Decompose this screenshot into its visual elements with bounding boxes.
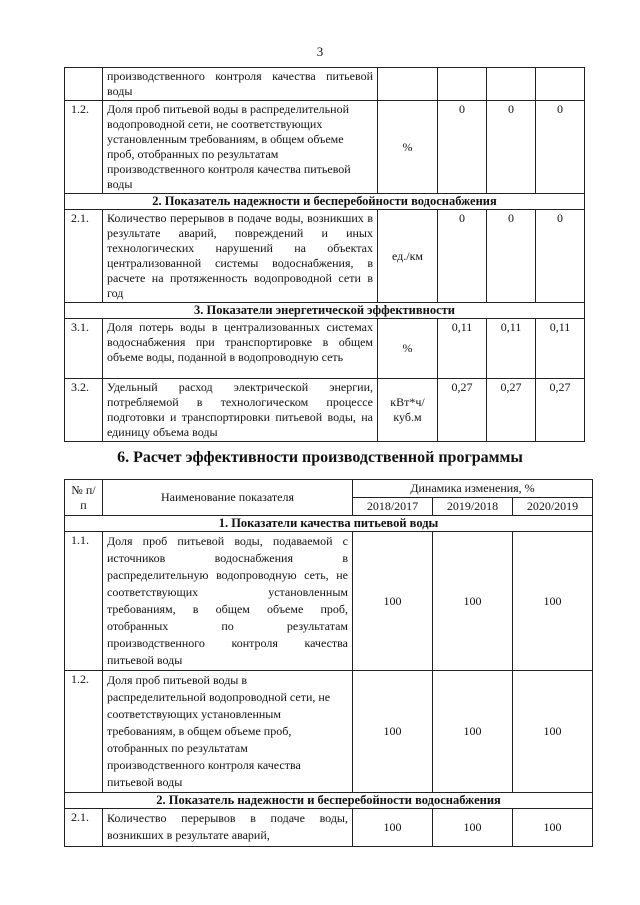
- value-cell: 100: [353, 671, 433, 793]
- indicators-table: [64, 67, 585, 442]
- section-title: 6. Расчет эффективности производственной программы: [117, 449, 523, 466]
- value-cell: 0: [487, 210, 536, 303]
- col-header-name: Наименование показателя: [103, 480, 353, 516]
- table-row: [65, 68, 585, 101]
- value-cell: 100: [353, 809, 433, 847]
- row-number: 2.1.: [65, 210, 103, 303]
- table-row: [65, 101, 585, 194]
- value-cell: 100: [513, 809, 593, 847]
- indicator-name: Доля проб питьевой воды в распределительной водопроводной сети, не соответствующих установленным требованиям, в общем объеме проб, отобранных по результатам производственного контроля качества питьевой воды: [103, 101, 378, 194]
- indicator-name: Удельный расход электрической энергии, потребляемой в технологическом процессе подготовки и транспортировки питьевой воды, на единицу объема воды: [103, 379, 378, 442]
- row-number: 1.2.: [65, 671, 103, 793]
- value-cell: 0: [487, 101, 536, 194]
- value-cell: 0: [438, 210, 487, 303]
- unit-cell: %: [378, 101, 438, 194]
- unit-cell: %: [378, 319, 438, 379]
- value-cell: 0,27: [536, 379, 585, 442]
- header-row: [65, 480, 593, 498]
- col-header-year: 2019/2018: [433, 498, 513, 516]
- indicator-name: Доля проб питьевой воды, подаваемой с источников водоснабжения в распределительную водопроводную сеть, не соответствующих установленным требованиям, в общем объеме проб, отобранных по результатам производственного контроля качества питьевой воды: [103, 532, 353, 671]
- table-row: [65, 379, 585, 442]
- value-cell: 100: [513, 671, 593, 793]
- value-cell: 0,11: [536, 319, 585, 379]
- value-cell: 100: [353, 532, 433, 671]
- section-heading: 2. Показатель надежности и бесперебойности водоснабжения: [65, 194, 585, 210]
- value-cell: 100: [433, 532, 513, 671]
- value-cell: 0,11: [438, 319, 487, 379]
- section-row: [65, 516, 593, 532]
- indicator-name: Доля проб питьевой воды в распределительной водопроводной сети, не соответствующих установленным требованиям, в общем объеме проб, отобранных по результатам производственного контроля качества питьевой воды: [103, 671, 353, 793]
- value-cell: 100: [433, 809, 513, 847]
- col-header-dynamics: Динамика изменения, %: [353, 480, 593, 498]
- row-number: 1.2.: [65, 101, 103, 194]
- section-heading: 3. Показатели энергетической эффективности: [65, 303, 585, 319]
- section-row: [65, 194, 585, 210]
- unit-cell: ед./км: [378, 210, 438, 303]
- efficiency-table: [64, 479, 593, 847]
- value-cell: 0,27: [438, 379, 487, 442]
- row-number: 2.1.: [65, 809, 103, 847]
- indicator-name: Доля потерь воды в централизованных системах водоснабжения при транспортировке в общем объеме воды, поданной в водопроводную сеть: [103, 319, 378, 379]
- value-cell: 0: [536, 210, 585, 303]
- value-cell: 0,27: [487, 379, 536, 442]
- col-header-num: № п/п: [65, 480, 103, 516]
- page-number: 3: [316, 44, 324, 59]
- table-row: [65, 210, 585, 303]
- row-number: 3.1.: [65, 319, 103, 379]
- indicator-name: Количество перерывов в подаче воды, возникших в результате аварий, повреждений и иных технологических нарушений на объектах централизованной системы водоснабжения, в расчете на протяженность водопроводной сети в год: [103, 210, 378, 303]
- section-row: [65, 303, 585, 319]
- value-cell: 0: [438, 101, 487, 194]
- unit-cell: кВт*ч/куб.м: [378, 379, 438, 442]
- indicator-name: производственного контроля качества питьевой воды: [103, 68, 378, 101]
- table-row: [65, 671, 593, 793]
- section-heading: 2. Показатель надежности и бесперебойности водоснабжения: [65, 793, 593, 809]
- value-cell: 100: [513, 532, 593, 671]
- section-heading: 1. Показатели качества питьевой воды: [65, 516, 593, 532]
- col-header-year: 2020/2019: [513, 498, 593, 516]
- value-cell: 100: [433, 671, 513, 793]
- section-row: [65, 793, 593, 809]
- table-row: [65, 319, 585, 379]
- col-header-year: 2018/2017: [353, 498, 433, 516]
- table-row: [65, 809, 593, 847]
- row-number: 3.2.: [65, 379, 103, 442]
- value-cell: 0: [536, 101, 585, 194]
- value-cell: 0,11: [487, 319, 536, 379]
- table-row: [65, 532, 593, 671]
- row-number: 1.1.: [65, 532, 103, 671]
- indicator-name: Количество перерывов в подаче воды, возникших в результате аварий,: [103, 809, 353, 847]
